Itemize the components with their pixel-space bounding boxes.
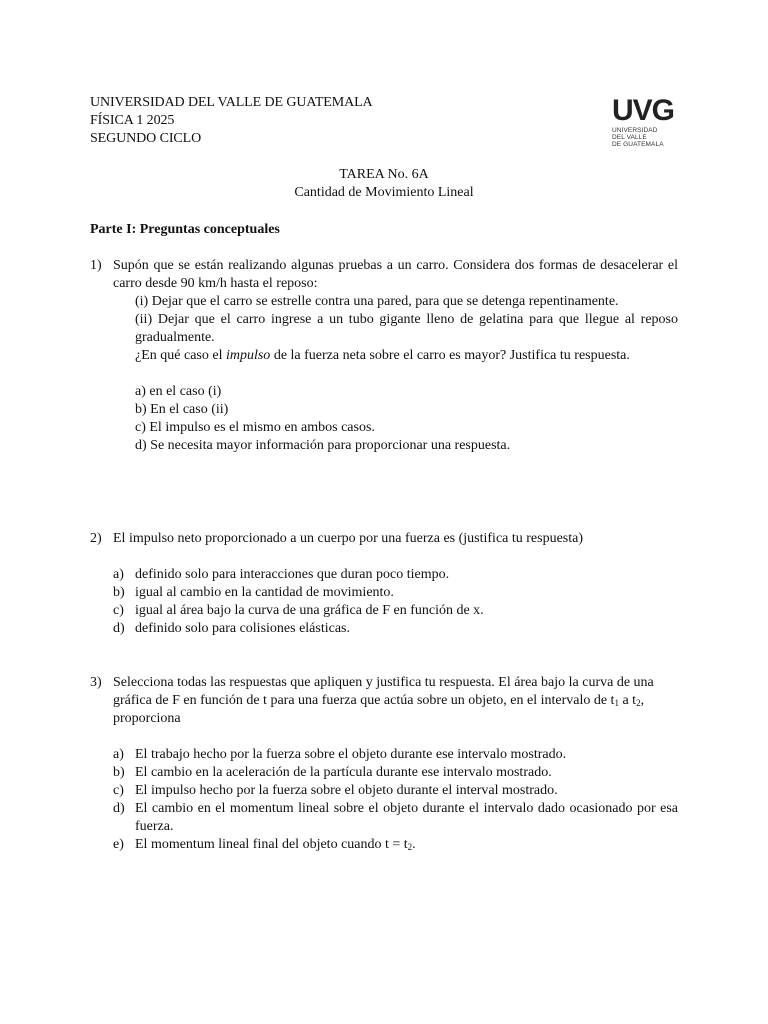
option-text: definido solo para interacciones que duran poco tiempo. [135,567,450,582]
option-letter: c) [113,603,124,618]
case-ii: (ii) Dejar que el carro ingrese a un tubo gigante lleno de gelatina para que llegue al reposo gradualmente. [135,312,678,345]
question-1 [90,257,678,455]
logo-line-1: UNIVERSIDAD [612,127,658,134]
answer-option [90,782,678,800]
option-letter: a) [113,747,124,762]
answer-options [135,383,678,455]
university-name: UNIVERSIDAD DEL VALLE DE GUATEMALA [90,95,373,110]
option-text: El momentum lineal final del objeto cuando t = t [135,837,408,852]
option-text: El cambio en el momentum lineal sobre el objeto durante el intervalo dado ocasionado por esa fuerza. [135,801,678,834]
question-2 [90,530,678,638]
option-text: El impulso hecho por la fuerza sobre el objeto durante el interval mostrado. [135,783,558,798]
prompt-end: de la fuerza neta sobre el carro es mayor? Justifica tu respuesta. [270,348,630,363]
answer-option: b) En el caso (ii) [135,402,229,417]
uvg-logo [612,94,675,148]
answer-option [90,602,678,620]
question-number: 2) [90,531,102,546]
option-letter: e) [113,837,124,852]
answer-option: c) El impulso es el mismo en ambos casos. [135,420,375,435]
answer-option: d) Se necesita mayor información para proporcionar una respuesta. [135,438,511,453]
answer-option [90,584,678,602]
logo-line-2: DEL VALLE [612,134,647,141]
subscript-1: 1 [614,698,619,708]
logo-line-3: DE GUATEMALA [612,141,664,148]
question-text: El impulso neto proporcionado a un cuerpo por una fuerza es (justifica tu respuesta) [113,531,584,546]
question-text [113,674,678,728]
option-letter: b) [113,765,125,780]
question-number: 3) [90,675,102,690]
option-letter: b) [113,585,125,600]
option-text: definido solo para colisiones elásticas. [135,621,350,636]
course-name: FÍSICA 1 2025 [90,113,175,128]
prompt-emphasis: impulso [225,348,271,363]
answer-option [90,566,678,584]
subscript-2: 2 [407,842,413,852]
answer-option [90,746,678,764]
header-block [90,94,373,148]
answer-option [90,836,678,854]
prompt-start: ¿En qué caso el [135,348,226,363]
answer-options [90,566,678,638]
question-text: Supón que se están realizando algunas pruebas a un carro. Considera dos formas de desacelerar el carro desde 90 km/h hasta el reposo: [113,258,678,291]
option-letter: c) [113,783,124,798]
question-text-end: , proporciona [113,693,645,726]
answer-option [90,764,678,782]
question-prompt [135,347,678,365]
option-text-end: . [412,837,416,852]
answer-option [90,620,678,638]
option-text: El cambio en la aceleración de la partícula durante ese intervalo mostrado. [135,765,552,780]
assignment-topic: Cantidad de Movimiento Lineal [294,185,474,200]
question-3 [90,674,678,854]
logo-mark: UVG [612,94,675,127]
part-heading: Parte I: Preguntas conceptuales [90,222,280,237]
question-text-start: Selecciona todas las respuestas que apliquen y justifica tu respuesta. El área bajo la curva de una gráfica de F en función de t para una fuerza que actúa sobre un objeto, en el intervalo de t [113,675,654,708]
option-letter: d) [113,801,125,816]
answer-option [90,800,678,836]
option-text: El trabajo hecho por la fuerza sobre el objeto durante ese intervalo mostrado. [135,747,567,762]
question-text-mid: a t [618,693,637,708]
question-number: 1) [90,258,102,273]
assignment-title: TAREA No. 6A [339,167,429,182]
cycle-name: SEGUNDO CICLO [90,131,202,146]
logo-subtitle [612,127,672,148]
option-letter: a) [113,567,124,582]
subscript-2: 2 [636,698,641,708]
case-i: (i) Dejar que el carro se estrelle contra una pared, para que se detenga repentinamente. [135,294,619,309]
answer-option: a) en el caso (i) [135,384,222,399]
option-text: igual al área bajo la curva de una gráfica de F en función de x. [135,603,484,618]
answer-options [90,746,678,854]
option-letter: d) [113,621,125,636]
option-text: igual al cambio en la cantidad de movimiento. [135,585,394,600]
title-block [90,166,678,202]
